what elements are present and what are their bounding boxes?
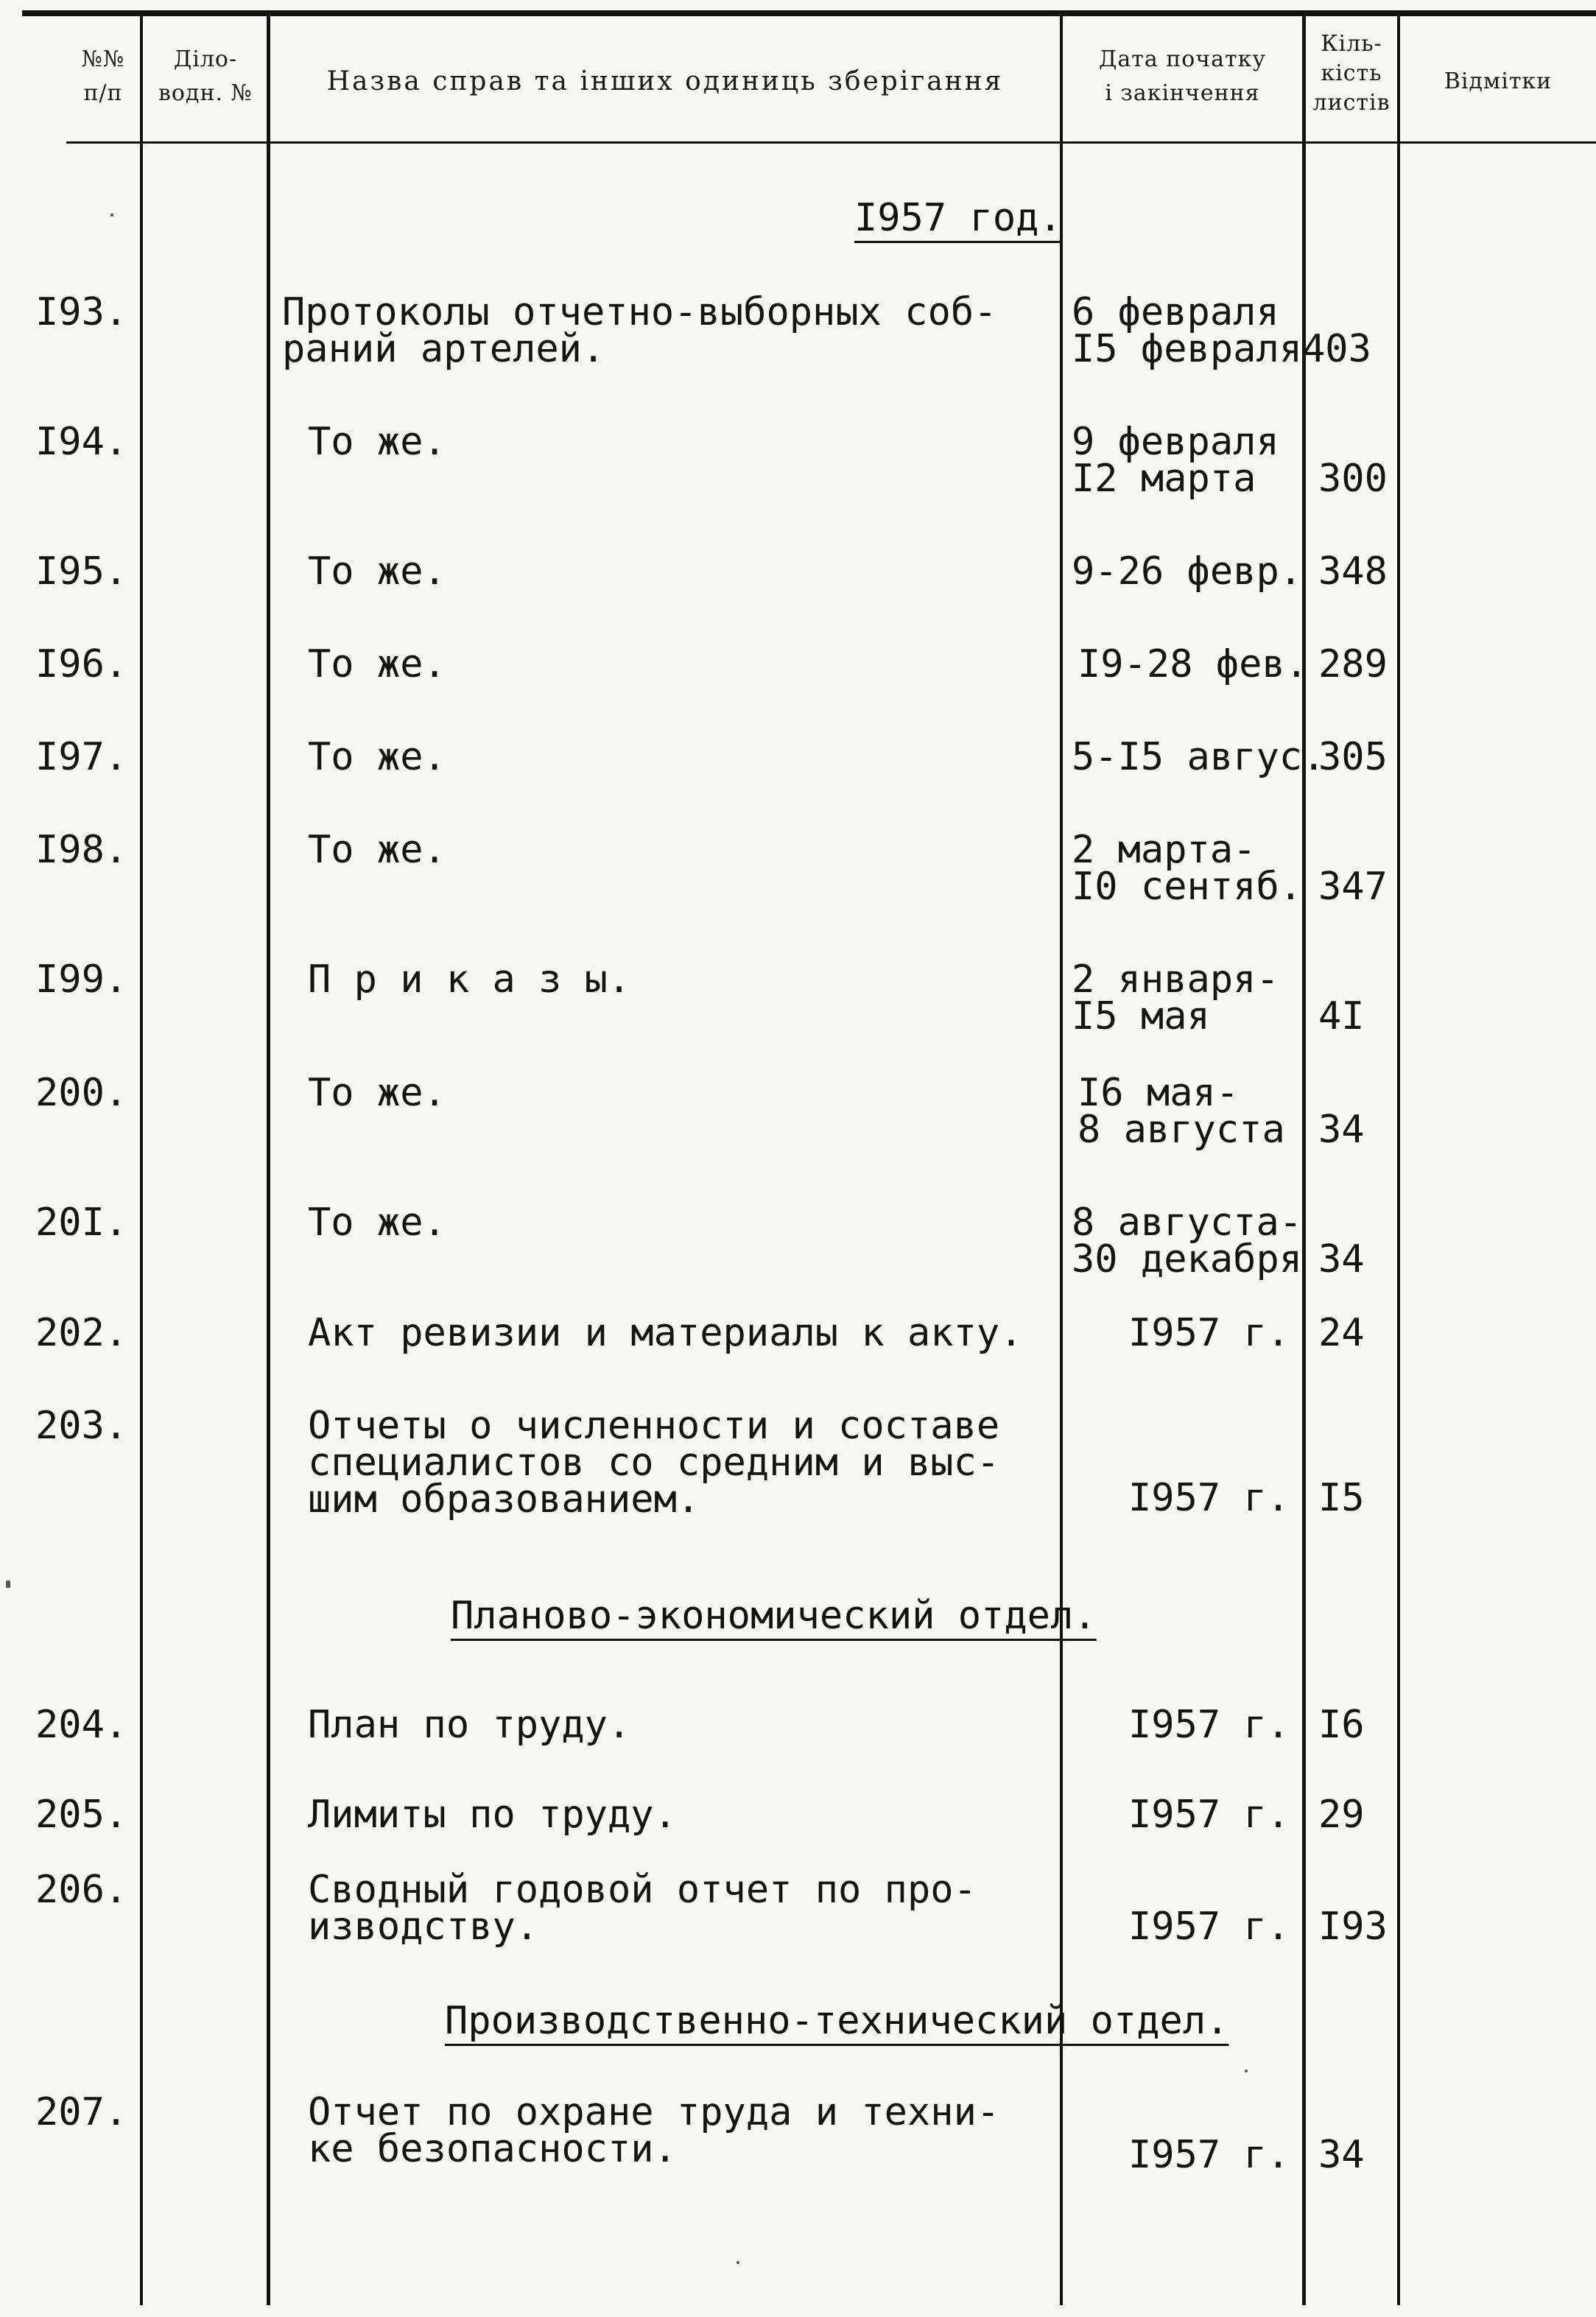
row-sheets: I6 (1318, 1703, 1365, 1747)
scan-speck (737, 2261, 739, 2264)
row-dates: I957 г. (1128, 1476, 1290, 1520)
row-dates: 2 января- I5 мая (1072, 957, 1279, 1038)
col-divider-1 (140, 15, 143, 2305)
header-col-dates: Дата початку і закінчення (1098, 46, 1267, 106)
row-sheets: 34 (1318, 1237, 1365, 1281)
header-col-sheets: Кіль- кість листів (1312, 31, 1391, 116)
row-sheets: 300 (1318, 457, 1388, 501)
row-dates: I957 г. (1128, 1905, 1290, 1949)
row-dates: I9-28 фев. (1078, 642, 1309, 686)
row-title: Лимиты по труду. (308, 1793, 677, 1837)
row-sheets: 305 (1318, 735, 1388, 779)
row-title: Отчет по охране труда и техни- ке безопасности. (308, 2090, 1000, 2171)
row-sheets: 4I (1318, 994, 1365, 1038)
col-divider-2 (267, 15, 270, 2305)
row-sheets: I93 (1318, 1905, 1388, 1949)
row-title: То же. (308, 549, 446, 594)
section-heading-planning: Планово-экономический отдел. (451, 1594, 1097, 1638)
row-title: Сводный годовой отчет по про- изводству. (308, 1868, 977, 1949)
row-sheets: 403 (1302, 327, 1371, 371)
header-col-title: Назва справ та інших одиниць зберігання (326, 66, 1004, 96)
row-title: То же. (308, 1071, 446, 1115)
row-sheets: 347 (1318, 865, 1388, 909)
row-sheets: 34 (1318, 1108, 1365, 1152)
row-dates: I957 г. (1128, 1703, 1290, 1747)
section-heading-year: I957 год. (854, 196, 1062, 240)
row-dates: I957 г. (1128, 1793, 1290, 1837)
row-dates: 6 февраля I5 февраля (1072, 290, 1303, 371)
row-sheets: 289 (1318, 642, 1388, 686)
top-double-rule (22, 10, 1596, 16)
row-number: 207. (35, 2090, 128, 2134)
row-sheets: I5 (1318, 1476, 1365, 1520)
row-sheets: 24 (1318, 1311, 1365, 1355)
row-dates: 9 февраля I2 марта (1072, 420, 1279, 501)
row-dates: 2 марта- I0 сентяб. (1072, 828, 1303, 909)
header-col-office: Діло- водн. № (158, 46, 253, 106)
header-col-num: №№ п/п (81, 46, 125, 106)
col-divider-5 (1397, 15, 1400, 2305)
header-bottom-rule (66, 141, 1596, 144)
row-title: То же. (308, 1200, 446, 1245)
row-title: То же. (308, 420, 446, 464)
row-title: Отчеты о численности и составе специалистов со средним и выс- шим образованием. (308, 1404, 1000, 1522)
row-dates: 8 августа- 30 декабря (1072, 1200, 1303, 1281)
row-number: I94. (35, 420, 128, 464)
row-title: То же. (308, 642, 446, 686)
row-dates: 9-26 февр. (1072, 549, 1303, 594)
row-number: I98. (35, 828, 128, 872)
row-number: I97. (35, 735, 128, 779)
row-title: То же. (308, 735, 446, 779)
row-number: 203. (35, 1404, 128, 1448)
scan-speck (1245, 2070, 1248, 2072)
row-number: I95. (35, 549, 128, 594)
row-number: 20I. (35, 1200, 128, 1245)
row-number: 206. (35, 1868, 128, 1912)
row-number: 205. (35, 1793, 128, 1837)
row-title: П р и к а з ы. (308, 957, 631, 1002)
row-number: 204. (35, 1703, 128, 1747)
row-sheets: 348 (1318, 549, 1388, 594)
row-dates: I957 г. (1128, 1311, 1290, 1355)
scan-speck (110, 214, 113, 217)
row-sheets: 29 (1318, 1793, 1365, 1837)
section-heading-production: Производственно-технический отдел. (445, 1999, 1229, 2043)
row-dates: 5-I5 авгус. (1072, 735, 1326, 779)
row-title: То же. (308, 828, 446, 872)
row-title: Протоколы отчетно-выборных соб- раний артелей. (282, 290, 997, 371)
row-number: I93. (35, 290, 128, 334)
row-dates: I957 г. (1128, 2133, 1290, 2177)
row-title: Акт ревизии и материалы к акту. (308, 1311, 1023, 1355)
row-title: План по труду. (308, 1703, 631, 1747)
row-dates: I6 мая- 8 августа (1078, 1071, 1285, 1152)
row-number: 200. (35, 1071, 128, 1115)
header-col-notes: Відмітки (1444, 68, 1553, 94)
scan-speck (6, 1581, 10, 1588)
row-number: 202. (35, 1311, 128, 1355)
row-number: I96. (35, 642, 128, 686)
row-number: I99. (35, 957, 128, 1002)
row-sheets: 34 (1318, 2133, 1365, 2177)
col-divider-3 (1060, 15, 1063, 2305)
